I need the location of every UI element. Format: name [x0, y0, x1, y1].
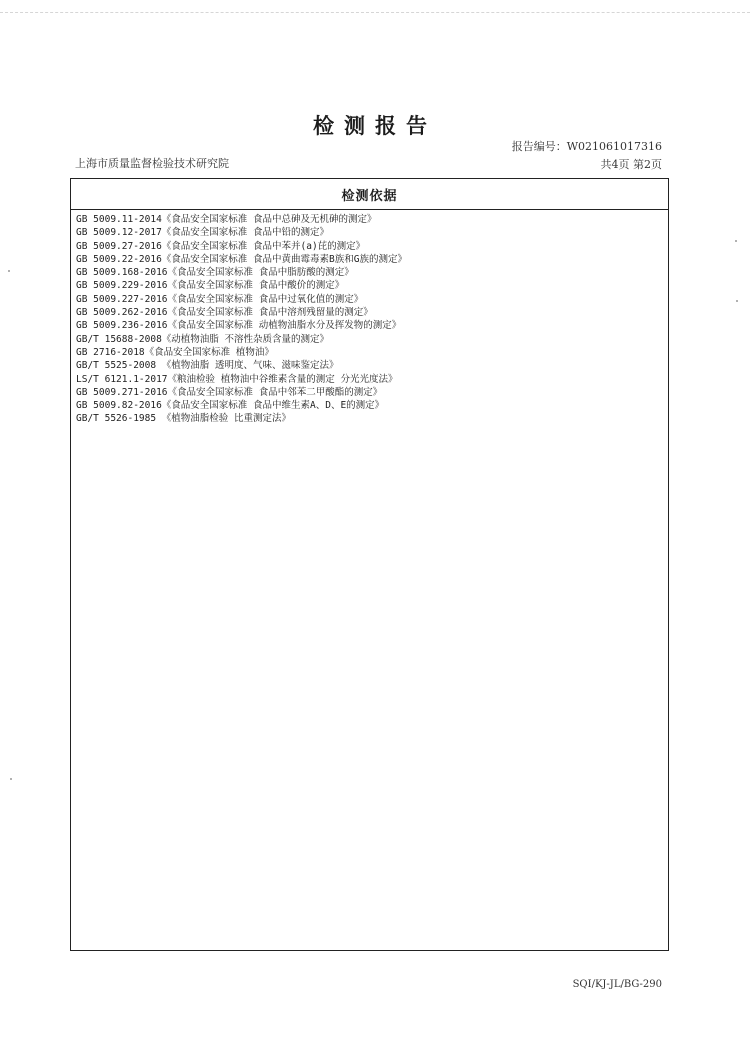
- standard-item: GB 5009.22-2016《食品安全国家标准 食品中黄曲霉毒素B族和G族的测定》: [76, 253, 407, 265]
- standard-item: GB 5009.168-2016《食品安全国家标准 食品中脂肪酸的测定》: [76, 267, 354, 279]
- standard-item: GB/T 15688-2008《动植物油脂 不溶性杂质含量的测定》: [76, 333, 330, 345]
- standard-item: GB 5009.271-2016《食品安全国家标准 食品中邻苯二甲酸酯的测定》: [76, 386, 383, 398]
- institute-name: 上海市质量监督检验技术研究院: [75, 157, 229, 170]
- scan-top-edge: [0, 12, 750, 13]
- standards-list: [71, 210, 668, 426]
- report-number: 报告编号：W021061017316: [511, 140, 662, 153]
- standard-item: GB 5009.27-2016《食品安全国家标准 食品中苯并(a)芘的测定》: [76, 240, 366, 252]
- standard-item: GB 5009.82-2016《食品安全国家标准 食品中维生素A、D、E的测定》: [76, 400, 385, 412]
- page-title: 检测报告: [313, 114, 437, 138]
- page-indicator: 共4页 第2页: [600, 158, 662, 171]
- standard-item: GB 5009.236-2016《食品安全国家标准 动植物油脂水分及挥发物的测定》: [76, 320, 402, 332]
- standard-item: GB 5009.229-2016《食品安全国家标准 食品中酸价的测定》: [76, 280, 345, 292]
- standard-item: LS/T 6121.1-2017《粮油检验 植物油中谷维素含量的测定 分光光度法》: [76, 373, 398, 385]
- standard-item: GB/T 5525-2008 《植物油脂 透明度、气味、滋味鉴定法》: [76, 360, 339, 372]
- scan-speck: [735, 240, 737, 242]
- standard-item: GB 2716-2018《食品安全国家标准 植物油》: [76, 346, 274, 358]
- scan-speck: [10, 778, 12, 780]
- standard-item: GB 5009.11-2014《食品安全国家标准 食品中总砷及无机砷的测定》: [76, 214, 377, 225]
- standard-item: GB/T 5526-1985 《植物油脂检验 比重测定法》: [76, 413, 292, 425]
- standard-item: GB 5009.262-2016《食品安全国家标准 食品中溶剂残留量的测定》: [76, 307, 373, 319]
- scan-speck: [736, 300, 738, 302]
- basis-table: [70, 178, 669, 951]
- section-heading: 检测依据: [71, 179, 668, 210]
- scan-speck: [8, 270, 10, 272]
- form-code: SQI/KJ-JL/BG-290: [572, 979, 662, 990]
- standard-item: GB 5009.12-2017《食品安全国家标准 食品中铅的测定》: [76, 227, 330, 239]
- standard-item: GB 5009.227-2016《食品安全国家标准 食品中过氧化值的测定》: [76, 293, 364, 305]
